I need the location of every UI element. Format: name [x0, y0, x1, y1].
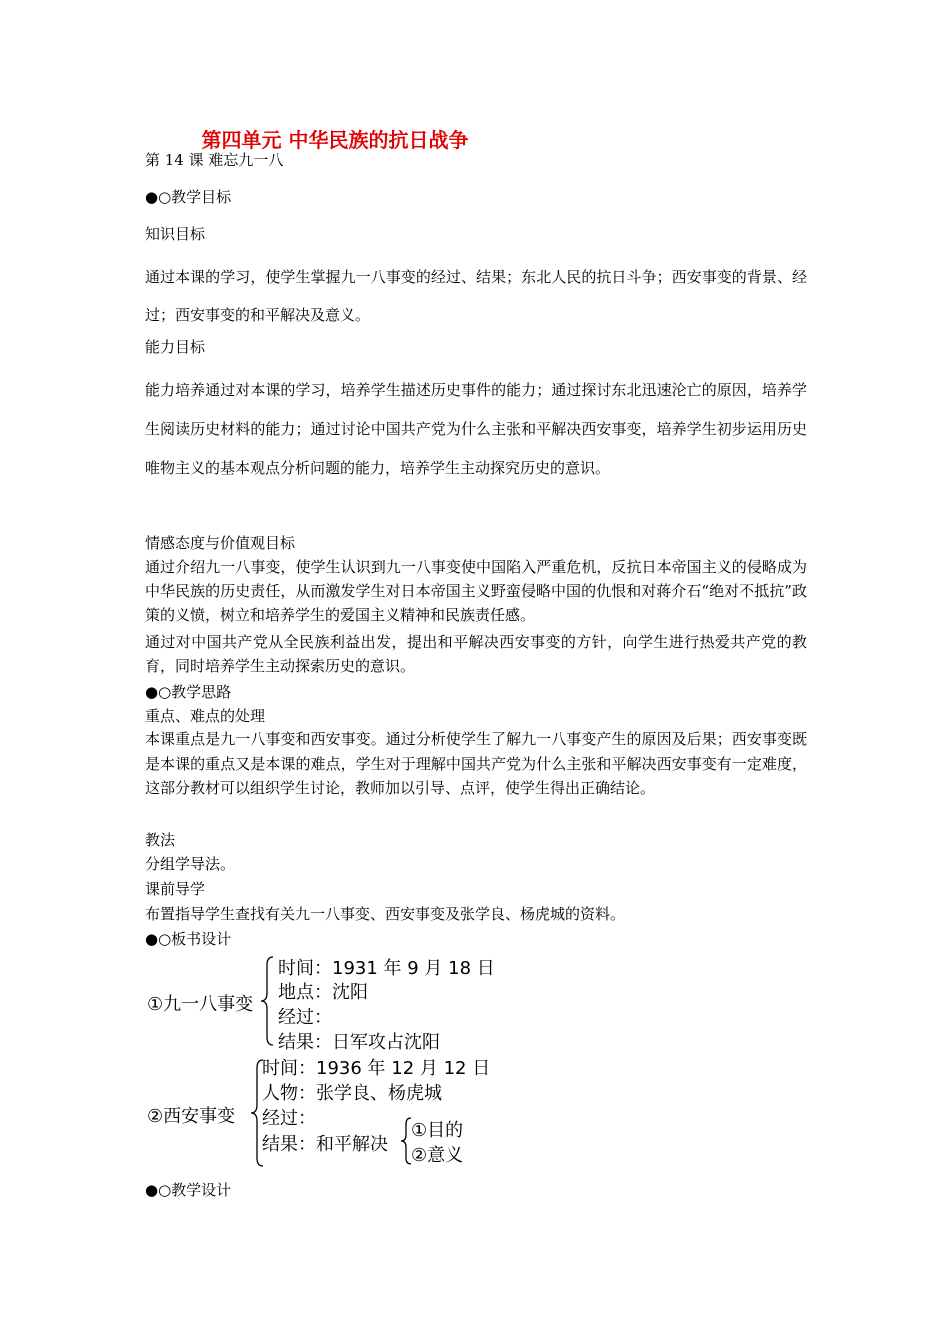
event1-process: 经过： [278, 1007, 332, 1028]
emotion-heading: 情感态度与价值观目标 [145, 534, 296, 552]
lesson-title: 第 14 课 难忘九一八 [145, 151, 284, 169]
event2-people: 人物：张学良、杨虎城 [262, 1083, 442, 1104]
knowledge-text: 通过本课的学习，使学生掌握九一八事变的经过、结果；东北人民的抗日斗争；西安事变的背景、经过；西安事变的和平解决及意义。 [145, 268, 807, 324]
event2-label: ②西安事变 [147, 1106, 236, 1127]
knowledge-heading: 知识目标 [145, 225, 206, 243]
prestudy-text: 布置指导学生查找有关九一八事变、西安事变及张学良、杨虎城的资料。 [145, 905, 626, 923]
key-text: 本课重点是九一八事变和西安事变。通过分析使学生了解九一八事变产生的原因及后果；西安事变既是本课的重点又是本课的难点，学生对于理解中国共产党为什么主张和平解决西安事变有一定难度，这部分教材可以组织学生讨论，教师加以引导、点评，使学生得出正确结论。 [145, 730, 807, 797]
ability-text: 能力培养通过对本课的学习，培养学生描述历史事件的能力；通过探讨东北迅速沦亡的原因，培养学生阅读历史材料的能力；通过讨论中国共产党为什么主张和平解决西安事变，培养学生初步运用历史唯物主义的基本观点分析问题的能力，培养学生主动探究历史的意识。 [145, 381, 807, 477]
event1-time: 时间：1931 年 9 月 18 日 [278, 958, 495, 979]
prestudy-heading: 课前导学 [145, 880, 206, 898]
event2-process: 经过： [262, 1108, 316, 1129]
method-heading: 教法 [145, 831, 176, 849]
unit-title: 第四单元 中华民族的抗日战争 [201, 128, 469, 152]
event1-place: 地点：沈阳 [278, 982, 368, 1003]
event1-brace [259, 955, 275, 1047]
emotion-text-1: 通过介绍九一八事变，使学生认识到九一八事变使中国陷入严重危机，反抗日本帝国主义的侵略成为中华民族的历史责任，从而激发学生对日本帝国主义野蛮侵略中国的仇恨和对蒋介石“绝对不抵抗”政策的义愤，树立和培养学生的爱国主义精神和民族责任感。 [145, 558, 807, 624]
event2-time: 时间：1936 年 12 月 12 日 [262, 1058, 491, 1079]
emotion-text-2: 通过对中国共产党从全民族利益出发，提出和平解决西安事变的方针，向学生进行热爱共产党的教育，同时培养学生主动探索历史的意识。 [145, 633, 807, 675]
result-purpose: ①目的 [411, 1120, 464, 1141]
key-heading: 重点、难点的处理 [145, 707, 266, 725]
result-significance: ②意义 [411, 1145, 464, 1166]
event1-label: ①九一八事变 [147, 994, 254, 1015]
board-heading: ●○板书设计 [145, 930, 232, 948]
approach-heading: ●○教学思路 [145, 683, 232, 701]
event2-result: 结果：和平解决 [262, 1134, 388, 1155]
board-design [145, 950, 545, 1170]
design-heading: ●○教学设计 [145, 1181, 232, 1199]
ability-heading: 能力目标 [145, 338, 206, 356]
event1-result: 结果：日军攻占沈阳 [278, 1032, 440, 1053]
goals-heading: ●○教学目标 [145, 188, 232, 206]
method-text: 分组学导法。 [145, 855, 236, 873]
